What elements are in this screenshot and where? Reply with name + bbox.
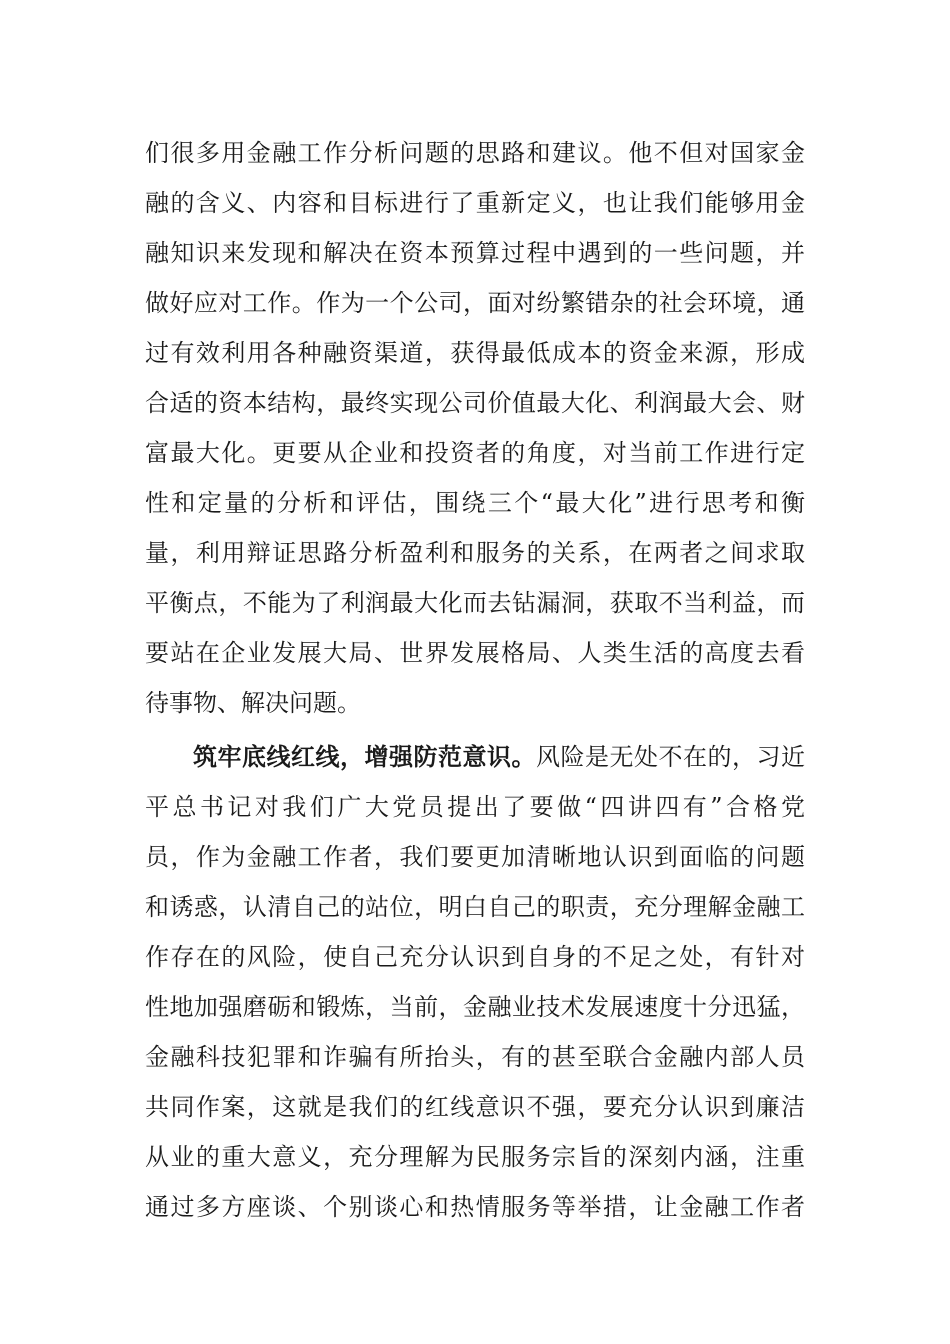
paragraph-line: 和诱惑，认清自己的站位，明白自己的职责，充分理解金融工: [145, 893, 805, 921]
paragraph-first-line: [145, 732, 805, 782]
paragraph-line: 共同作案，这就是我们的红线意识不强，要充分认识到廉洁: [145, 1093, 805, 1121]
paragraph-line: 平衡点，不能为了利润最大化而去钻漏洞，获取不当利益，而: [145, 589, 805, 617]
paragraph-line: 通过多方座谈、个别谈心和热情服务等举措，让金融工作者: [145, 1193, 805, 1221]
paragraph-line: 做好应对工作。作为一个公司，面对纷繁错杂的社会环境，通: [145, 289, 805, 317]
paragraph-line: 金融科技犯罪和诈骗有所抬头，有的甚至联合金融内部人员: [145, 1043, 805, 1071]
paragraph-line: 从业的重大意义，充分理解为民服务宗旨的深刻内涵，注重: [145, 1143, 805, 1171]
paragraph-line: 合适的资本结构，最终实现公司价值最大化、利润最大会、财: [145, 389, 805, 417]
paragraph-line: 富最大化。更要从企业和投资者的角度，对当前工作进行定: [145, 439, 805, 467]
paragraph-line: 融知识来发现和解决在资本预算过程中遇到的一些问题，并: [145, 239, 805, 267]
paragraph-2: [145, 732, 805, 1232]
paragraph-1: [145, 128, 805, 728]
paragraph-line: 性地加强磨砺和锻炼，当前，金融业技术发展速度十分迅猛，: [145, 993, 805, 1021]
paragraph-line: 作存在的风险，使自己充分认识到自身的不足之处，有针对: [145, 943, 805, 971]
paragraph-line: 要站在企业发展大局、世界发展格局、人类生活的高度去看: [145, 639, 805, 667]
paragraph-heading: 筑牢底线红线，增强防范意识。: [193, 743, 536, 771]
paragraph-line: 待事物、解决问题。: [145, 689, 361, 717]
paragraph-line: 员，作为金融工作者，我们要更加清晰地认识到面临的问题: [145, 843, 805, 871]
paragraph-line: 性和定量的分析和评估，围绕三个“最大化”进行思考和衡: [145, 489, 805, 517]
paragraph-first-line-text: 风险是无处不在的，习近: [536, 743, 805, 771]
paragraph-line: 融的含义、内容和目标进行了重新定义，也让我们能够用金: [145, 189, 805, 217]
paragraph-line: 平总书记对我们广大党员提出了要做“四讲四有”合格党: [145, 793, 805, 821]
paragraph-line: 量，利用辩证思路分析盈利和服务的关系，在两者之间求取: [145, 539, 805, 567]
paragraph-line: 过有效利用各种融资渠道，获得最低成本的资金来源，形成: [145, 339, 805, 367]
paragraph-line: 们很多用金融工作分析问题的思路和建议。他不但对国家金: [145, 139, 805, 167]
